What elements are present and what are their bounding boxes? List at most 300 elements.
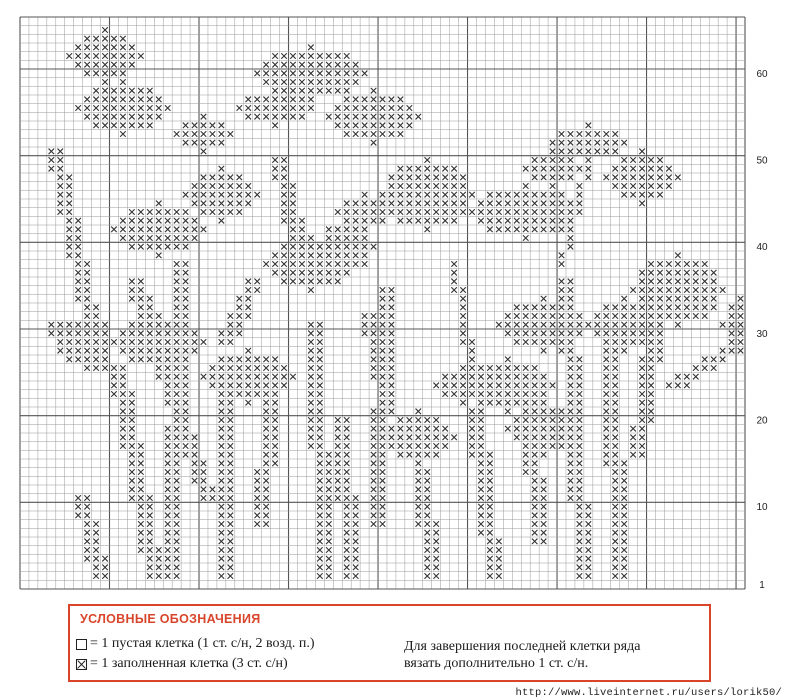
filled-cell-mark — [514, 391, 520, 397]
filled-cell-mark — [84, 279, 90, 285]
filled-cell-mark — [308, 365, 314, 371]
filled-cell-mark — [541, 417, 547, 423]
filled-cell-mark — [711, 287, 717, 293]
filled-cell-mark — [523, 331, 529, 337]
filled-cell-mark — [317, 383, 323, 389]
filled-cell-mark — [460, 305, 466, 311]
filled-cell-mark — [317, 435, 323, 441]
filled-cell-mark — [586, 556, 592, 562]
filled-cell-mark — [254, 357, 260, 363]
filled-cell-mark — [326, 227, 332, 233]
filled-cell-mark — [344, 547, 350, 553]
filled-cell-mark — [219, 469, 225, 475]
filled-cell-mark — [281, 244, 287, 250]
filled-cell-mark — [389, 287, 395, 293]
filled-cell-mark — [433, 218, 439, 224]
filled-cell-mark — [478, 209, 484, 215]
filled-cell-mark — [389, 348, 395, 354]
filled-cell-mark — [219, 513, 225, 519]
filled-cell-mark — [75, 261, 81, 267]
filled-cell-mark — [675, 261, 681, 267]
filled-cell-mark — [407, 209, 413, 215]
filled-cell-mark — [299, 253, 305, 259]
filled-cell-mark — [398, 192, 404, 198]
filled-cell-mark — [201, 339, 207, 345]
filled-cell-mark — [263, 365, 269, 371]
filled-cell-mark — [147, 97, 153, 103]
filled-cell-mark — [523, 166, 529, 172]
filled-cell-mark — [469, 409, 475, 415]
filled-cell-mark — [398, 417, 404, 423]
filled-cell-mark — [290, 201, 296, 207]
filled-cell-mark — [174, 487, 180, 493]
filled-cell-mark — [648, 270, 654, 276]
filled-cell-mark — [317, 71, 323, 77]
filled-cell-mark — [433, 175, 439, 181]
filled-cell-mark — [577, 452, 583, 458]
filled-cell-mark — [335, 53, 341, 59]
filled-cell-mark — [254, 383, 260, 389]
filled-cell-mark — [371, 443, 377, 449]
filled-cell-mark — [380, 478, 386, 484]
filled-cell-mark — [684, 313, 690, 319]
filled-cell-mark — [111, 62, 117, 68]
filled-cell-mark — [532, 426, 538, 432]
filled-cell-mark — [344, 270, 350, 276]
filled-cell-mark — [532, 201, 538, 207]
filled-cell-mark — [442, 383, 448, 389]
filled-cell-mark — [684, 305, 690, 311]
filled-cell-mark — [532, 495, 538, 501]
filled-cell-mark — [657, 175, 663, 181]
filled-cell-mark — [478, 469, 484, 475]
filled-cell-mark — [666, 287, 672, 293]
filled-cell-mark — [362, 105, 368, 111]
filled-cell-mark — [586, 149, 592, 155]
filled-cell-mark — [389, 209, 395, 215]
filled-cell-mark — [201, 374, 207, 380]
filled-cell-mark — [389, 105, 395, 111]
filled-cell-mark — [183, 218, 189, 224]
filled-cell-mark — [174, 547, 180, 553]
filled-cell-mark — [344, 556, 350, 562]
filled-cell-mark — [147, 495, 153, 501]
filled-cell-mark — [621, 495, 627, 501]
filled-cell-mark — [174, 426, 180, 432]
filled-cell-mark — [424, 166, 430, 172]
filled-cell-mark — [219, 461, 225, 467]
filled-cell-mark — [657, 331, 663, 337]
filled-cell-mark — [550, 435, 556, 441]
filled-cell-mark — [541, 504, 547, 510]
filled-cell-mark — [353, 504, 359, 510]
filled-cell-mark — [281, 209, 287, 215]
filled-cell-mark — [120, 79, 126, 85]
filled-cell-mark — [147, 218, 153, 224]
filled-cell-mark — [532, 513, 538, 519]
filled-cell-mark — [666, 166, 672, 172]
filled-cell-mark — [675, 383, 681, 389]
filled-cell-mark — [639, 183, 645, 189]
filled-cell-mark — [487, 539, 493, 545]
filled-cell-mark — [505, 227, 511, 233]
filled-cell-mark — [272, 79, 278, 85]
filled-cell-mark — [407, 417, 413, 423]
filled-cell-mark — [129, 417, 135, 423]
filled-cell-mark — [263, 452, 269, 458]
filled-cell-mark — [192, 235, 198, 241]
filled-cell-mark — [192, 201, 198, 207]
filled-cell-mark — [612, 331, 618, 337]
filled-cell-mark — [711, 279, 717, 285]
filled-cell-mark — [398, 105, 404, 111]
filled-cell-mark — [84, 504, 90, 510]
filled-cell-mark — [541, 296, 547, 302]
filled-cell-mark — [577, 565, 583, 571]
filled-cell-mark — [201, 131, 207, 137]
filled-cell-mark — [245, 391, 251, 397]
filled-cell-mark — [487, 469, 493, 475]
filled-cell-mark — [317, 547, 323, 553]
filled-cell-mark — [138, 322, 144, 328]
filled-cell-mark — [120, 53, 126, 59]
filled-cell-mark — [102, 88, 108, 94]
filled-cell-mark — [308, 383, 314, 389]
filled-cell-mark — [550, 175, 556, 181]
filled-cell-mark — [407, 435, 413, 441]
filled-cell-mark — [648, 322, 654, 328]
filled-cell-mark — [219, 374, 225, 380]
filled-cell-mark — [237, 296, 243, 302]
filled-cell-mark — [496, 556, 502, 562]
filled-cell-mark — [639, 443, 645, 449]
filled-cell-mark — [362, 71, 368, 77]
filled-cell-mark — [389, 313, 395, 319]
filled-cell-mark — [684, 287, 690, 293]
filled-cell-mark — [568, 227, 574, 233]
filled-cell-mark — [335, 426, 341, 432]
filled-cell-mark — [460, 296, 466, 302]
filled-cell-mark — [380, 513, 386, 519]
filled-cell-mark — [416, 175, 422, 181]
filled-cell-mark — [219, 443, 225, 449]
filled-cell-mark — [568, 131, 574, 137]
row-number-label: 20 — [756, 415, 768, 427]
filled-cell-mark — [299, 227, 305, 233]
filled-cell-mark — [612, 435, 618, 441]
filled-cell-mark — [192, 478, 198, 484]
filled-cell-mark — [120, 218, 126, 224]
filled-cell-mark — [380, 296, 386, 302]
filled-cell-mark — [129, 331, 135, 337]
filled-cell-mark — [559, 417, 565, 423]
filled-cell-mark — [612, 409, 618, 415]
filled-cell-mark — [219, 452, 225, 458]
filled-cell-mark — [299, 114, 305, 120]
filled-cell-mark — [263, 409, 269, 415]
filled-cell-mark — [201, 183, 207, 189]
filled-cell-mark — [263, 105, 269, 111]
filled-cell-mark — [702, 261, 708, 267]
filled-cell-mark — [568, 417, 574, 423]
filled-cell-mark — [174, 573, 180, 579]
filled-cell-mark — [487, 530, 493, 536]
filled-cell-mark — [514, 417, 520, 423]
filled-cell-mark — [630, 339, 636, 345]
filled-cell-mark — [380, 357, 386, 363]
filled-cell-mark — [559, 140, 565, 146]
filled-cell-mark — [639, 322, 645, 328]
filled-cell-mark — [389, 131, 395, 137]
filled-cell-mark — [371, 244, 377, 250]
filled-cell-mark — [639, 157, 645, 163]
filled-cell-mark — [183, 426, 189, 432]
filled-cell-mark — [371, 322, 377, 328]
filled-cell-mark — [84, 331, 90, 337]
filled-cell-mark — [344, 261, 350, 267]
filled-cell-mark — [666, 270, 672, 276]
filled-cell-mark — [541, 539, 547, 545]
filled-cell-mark — [49, 331, 55, 337]
filled-cell-mark — [577, 383, 583, 389]
filled-cell-mark — [174, 279, 180, 285]
filled-cell-mark — [532, 409, 538, 415]
filled-cell-mark — [165, 227, 171, 233]
filled-cell-mark — [84, 105, 90, 111]
filled-cell-mark — [138, 547, 144, 553]
filled-cell-mark — [630, 443, 636, 449]
filled-cell-mark — [147, 547, 153, 553]
filled-cell-mark — [523, 409, 529, 415]
filled-cell-mark — [183, 322, 189, 328]
filled-cell-mark — [532, 331, 538, 337]
filled-cell-mark — [129, 279, 135, 285]
filled-cell-mark — [720, 322, 726, 328]
filled-cell-mark — [174, 521, 180, 527]
filled-cell-mark — [577, 417, 583, 423]
filled-cell-mark — [416, 209, 422, 215]
filled-cell-mark — [272, 88, 278, 94]
row-number-axis — [756, 69, 768, 591]
filled-cell-mark — [693, 261, 699, 267]
filled-cell-mark — [532, 487, 538, 493]
filled-cell-mark — [550, 417, 556, 423]
filled-cell-mark — [335, 452, 341, 458]
filled-cell-mark — [389, 192, 395, 198]
filled-cell-mark — [389, 426, 395, 432]
filled-cell-mark — [138, 331, 144, 337]
filled-cell-mark — [603, 452, 609, 458]
filled-cell-mark — [120, 123, 126, 129]
filled-cell-mark — [684, 279, 690, 285]
filled-cell-mark — [389, 383, 395, 389]
filled-cell-mark — [335, 88, 341, 94]
filled-cell-mark — [612, 357, 618, 363]
filled-cell-mark — [577, 435, 583, 441]
filled-cell-mark — [272, 417, 278, 423]
filled-cell-mark — [281, 279, 287, 285]
filled-cell-mark — [621, 175, 627, 181]
filled-cell-mark — [326, 487, 332, 493]
filled-cell-mark — [416, 183, 422, 189]
filled-cell-mark — [174, 504, 180, 510]
filled-cell-mark — [541, 513, 547, 519]
filled-cell-mark — [174, 261, 180, 267]
filled-cell-mark — [308, 435, 314, 441]
filled-cell-mark — [129, 487, 135, 493]
filled-cell-mark — [192, 183, 198, 189]
filled-cell-mark — [523, 374, 529, 380]
filled-cell-mark — [487, 374, 493, 380]
filled-cell-mark — [192, 461, 198, 467]
filled-cell-mark — [514, 435, 520, 441]
filled-cell-mark — [371, 313, 377, 319]
filled-cell-mark — [156, 556, 162, 562]
filled-cell-mark — [460, 365, 466, 371]
filled-cell-mark — [317, 339, 323, 345]
filled-cell-mark — [165, 365, 171, 371]
filled-cell-mark — [84, 45, 90, 51]
filled-cell-mark — [621, 539, 627, 545]
filled-cell-mark — [228, 530, 234, 536]
filled-cell-mark — [335, 435, 341, 441]
filled-cell-mark — [702, 357, 708, 363]
legend-item-label: = 1 заполненная клетка (3 ст. с/н) — [90, 656, 288, 671]
filled-cell-mark — [165, 357, 171, 363]
filled-cell-mark — [84, 348, 90, 354]
filled-cell-mark — [344, 62, 350, 68]
filled-cell-mark — [559, 175, 565, 181]
filled-cell-mark — [398, 218, 404, 224]
filled-cell-mark — [174, 539, 180, 545]
filled-cell-mark — [335, 487, 341, 493]
filled-cell-mark — [407, 105, 413, 111]
filled-cell-mark — [416, 487, 422, 493]
filled-cell-mark — [102, 27, 108, 33]
filled-cell-mark — [317, 79, 323, 85]
filled-cell-mark — [174, 391, 180, 397]
filled-cell-mark — [371, 218, 377, 224]
filled-cell-mark — [75, 279, 81, 285]
filled-cell-mark — [648, 305, 654, 311]
filled-cell-mark — [657, 339, 663, 345]
filled-cell-mark — [424, 504, 430, 510]
filled-cell-mark — [138, 227, 144, 233]
filled-cell-mark — [514, 339, 520, 345]
filled-cell-mark — [272, 435, 278, 441]
filled-cell-mark — [639, 313, 645, 319]
filled-cell-mark — [138, 339, 144, 345]
filled-cell-mark — [147, 530, 153, 536]
filled-cell-mark — [702, 270, 708, 276]
filled-cell-mark — [344, 478, 350, 484]
filled-cell-mark — [469, 365, 475, 371]
filled-cell-mark — [523, 461, 529, 467]
filled-cell-mark — [120, 331, 126, 337]
filled-cell-mark — [541, 175, 547, 181]
filled-cell-mark — [424, 435, 430, 441]
filled-cell-mark — [460, 331, 466, 337]
filled-cell-mark — [138, 461, 144, 467]
filled-cell-mark — [174, 331, 180, 337]
filled-cell-mark — [577, 487, 583, 493]
filled-cell-mark — [299, 218, 305, 224]
filled-cell-mark — [201, 175, 207, 181]
filled-cell-mark — [120, 426, 126, 432]
filled-cell-mark — [460, 175, 466, 181]
filled-cell-mark — [621, 513, 627, 519]
filled-cell-mark — [487, 573, 493, 579]
filled-cell-mark — [577, 547, 583, 553]
filled-cell-mark — [568, 391, 574, 397]
filled-cell-mark — [442, 166, 448, 172]
filled-cell-mark — [120, 105, 126, 111]
filled-cell-mark — [308, 45, 314, 51]
filled-cell-mark — [317, 556, 323, 562]
filled-cell-mark — [317, 504, 323, 510]
filled-cell-mark — [532, 218, 538, 224]
filled-cell-mark — [165, 452, 171, 458]
filled-cell-mark — [424, 183, 430, 189]
filled-cell-mark — [138, 495, 144, 501]
filled-cell-mark — [75, 339, 81, 345]
filled-cell-mark — [720, 357, 726, 363]
filled-cell-mark — [201, 209, 207, 215]
filled-cell-mark — [433, 452, 439, 458]
filled-cell-mark — [487, 487, 493, 493]
filled-cell-mark — [433, 539, 439, 545]
filled-cell-mark — [568, 383, 574, 389]
filled-cell-mark — [138, 114, 144, 120]
filled-cell-mark — [165, 218, 171, 224]
filled-cell-mark — [183, 348, 189, 354]
filled-cell-mark — [451, 209, 457, 215]
filled-cell-mark — [433, 192, 439, 198]
filled-cell-mark — [469, 339, 475, 345]
filled-cell-mark — [66, 183, 72, 189]
filled-cell-mark — [138, 123, 144, 129]
filled-cell-mark — [228, 556, 234, 562]
filled-cell-mark — [165, 461, 171, 467]
filled-cell-mark — [577, 322, 583, 328]
filled-cell-mark — [49, 157, 55, 163]
filled-cell-mark — [416, 452, 422, 458]
filled-cell-mark — [272, 175, 278, 181]
filled-cell-mark — [371, 97, 377, 103]
filled-cell-mark — [174, 287, 180, 293]
filled-cell-mark — [326, 53, 332, 59]
filled-cell-mark — [568, 487, 574, 493]
filled-cell-mark — [335, 71, 341, 77]
filled-cell-mark — [541, 227, 547, 233]
filled-cell-mark — [487, 495, 493, 501]
filled-cell-mark — [523, 305, 529, 311]
filled-cell-mark — [424, 209, 430, 215]
filled-cell-mark — [120, 409, 126, 415]
filled-cell-mark — [639, 400, 645, 406]
filled-cell-mark — [290, 88, 296, 94]
filled-cell-mark — [380, 209, 386, 215]
filled-cell-mark — [424, 218, 430, 224]
filled-cell-mark — [93, 365, 99, 371]
filled-cell-mark — [380, 348, 386, 354]
row-number-label: 50 — [756, 155, 768, 167]
filled-cell-mark — [478, 513, 484, 519]
filled-cell-mark — [75, 105, 81, 111]
filled-cell-mark — [254, 521, 260, 527]
filled-cell-mark — [75, 235, 81, 241]
filled-cell-mark — [648, 339, 654, 345]
